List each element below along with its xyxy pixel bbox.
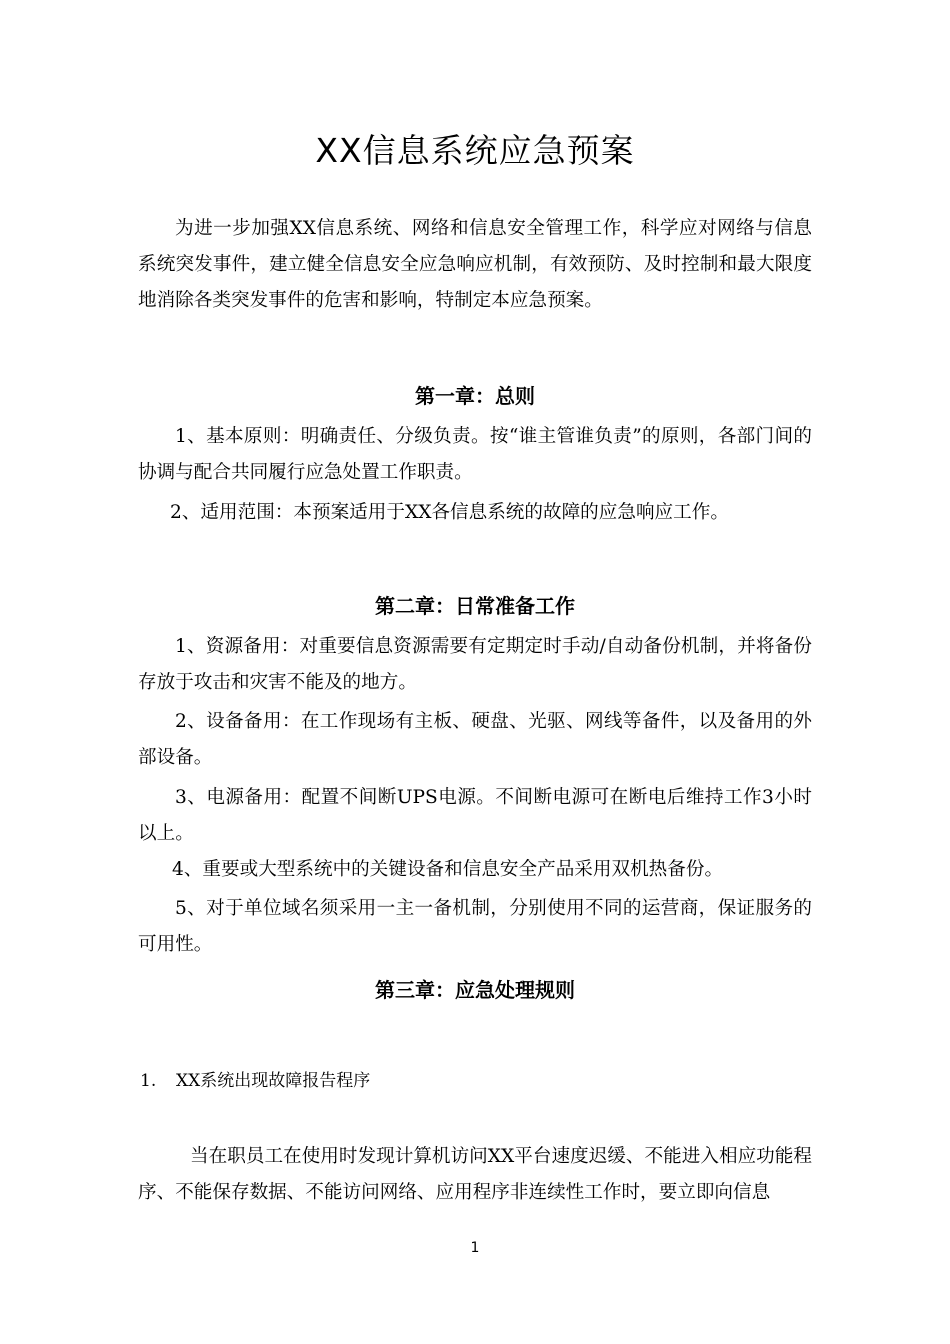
chapter2-item-2: 2、设备备用：在工作现场有主板、硬盘、光驱、网线等备件，以及备用的外部设备。 — [138, 711, 812, 768]
section-1-heading — [140, 1066, 810, 1096]
chapter2-item-3: 3、电源备用：配置不间断UPS电源。不间断电源可在断电后维持工作3小时以上。 — [138, 787, 812, 844]
section-1-paragraph: 当在职员工在使用时发现计算机访问XX平台速度迟缓、不能进入相应功能程序、不能保存数据、不能访问网络、应用程序非连续性工作时，要立即向信息 — [138, 1146, 812, 1203]
chapter2-item-1: 1、资源备用：对重要信息资源需要有定期定时手动/自动备份机制，并将备份存放于攻击和灾害不能及的地方。 — [138, 636, 812, 693]
intro-paragraph: 为进一步加强XX信息系统、网络和信息安全管理工作，科学应对网络与信息系统突发事件，建立健全信息安全应急响应机制，有效预防、及时控制和最大限度地消除各类突发事件的危害和影响，特制定本应急预案。 — [138, 218, 812, 311]
chapter1-item-2: 2、适用范围：本预案适用于XX各信息系统的故障的应急响应工作。 — [170, 502, 729, 523]
chapter3-heading: 第三章：应急处理规则 — [375, 978, 575, 1002]
document-title: XX信息系统应急预案 — [315, 131, 635, 170]
chapter2-item-5: 5、对于单位域名须采用一主一备机制，分别使用不同的运营商，保证服务的可用性。 — [138, 898, 812, 955]
chapter2-item-4: 4、重要或大型系统中的关键设备和信息安全产品采用双机热备份。 — [172, 859, 724, 880]
chapter1-heading: 第一章：总则 — [415, 384, 535, 408]
section-1-number: 1. — [140, 1071, 157, 1091]
section-1-title: XX系统出现故障报告程序 — [176, 1071, 371, 1091]
chapter2-heading: 第二章：日常准备工作 — [375, 594, 575, 618]
chapter1-item-1: 1、基本原则：明确责任、分级负责。按“谁主管谁负责”的原则，各部门间的协调与配合共同履行应急处置工作职责。 — [138, 426, 812, 483]
page-number: 1 — [470, 1240, 480, 1256]
